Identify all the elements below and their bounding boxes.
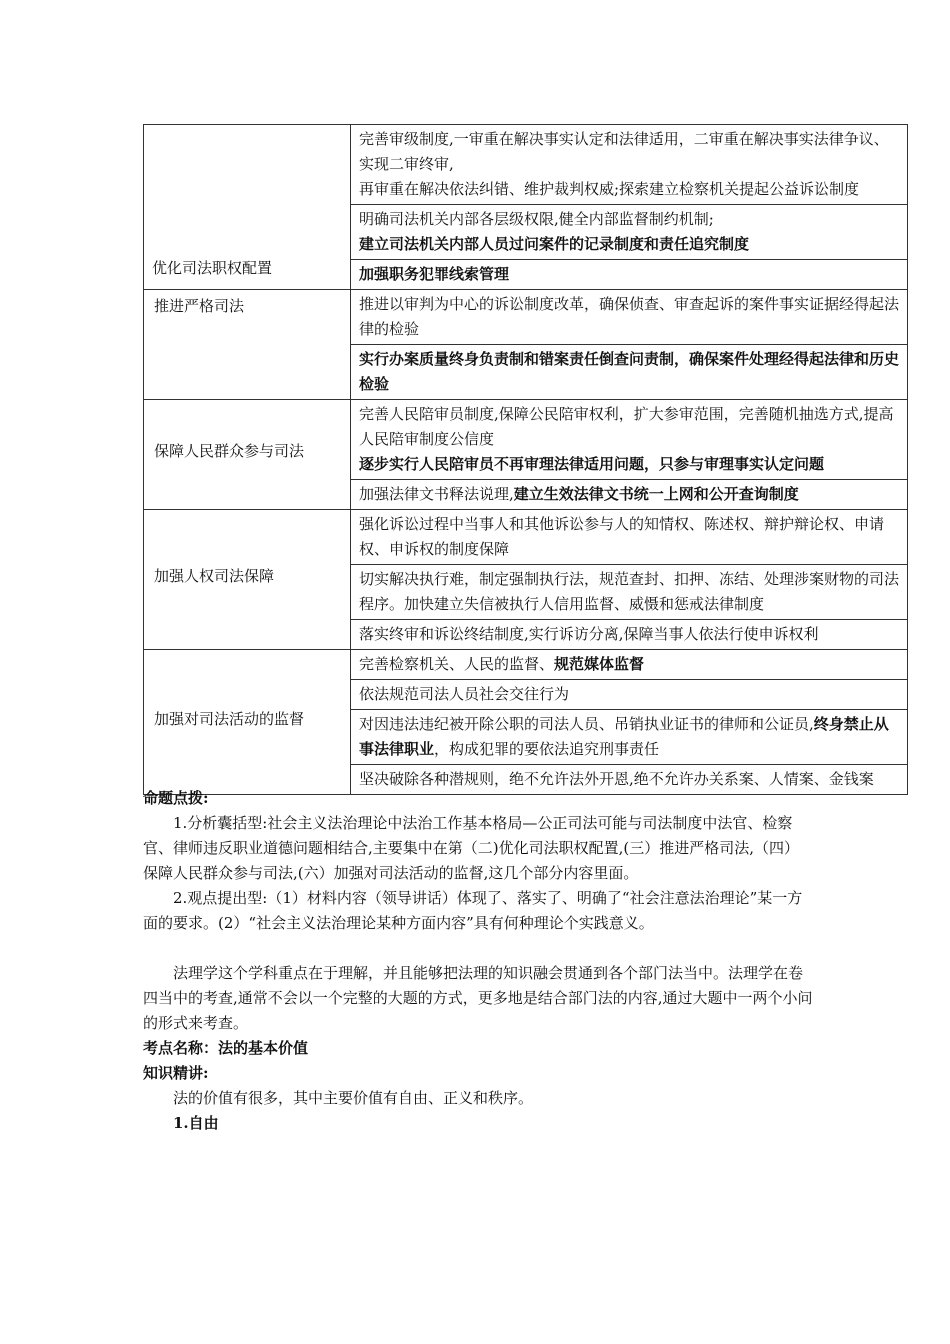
content-cell: [351, 680, 908, 710]
cell-text: 明确司法机关内部各层级权限,健全内部监督制约机制;: [359, 210, 714, 228]
content-cell: [351, 710, 908, 765]
content-cell: [351, 480, 908, 510]
table-row: [144, 650, 908, 680]
cell-text: 对因违法违纪被开除公职的司法人员、吊销执业证书的律师和公证员,: [359, 715, 814, 733]
table-row: [144, 290, 908, 345]
bold-text: 终身禁止从事法律职业: [359, 715, 889, 758]
cell-text: 完善审级制度,一审重在解决事实认定和法律适用，二审重在解决事实法律争议、实现二审终审,: [359, 130, 889, 173]
category-cell: 推进严格司法: [144, 290, 351, 400]
table-row: [144, 400, 908, 480]
content-cell: [351, 125, 908, 205]
cell-text: 完善人民陪审员制度,保障公民陪审权利，扩大参审范围，完善随机抽选方式,提高人民陪审制度公信度: [359, 405, 894, 448]
kp-title: 考点名称：法的基本价值: [143, 1039, 309, 1057]
cell-text: 强化诉讼过程中当事人和其他诉讼参与人的知情权、陈述权、辩护辩论权、申请权、申诉权的制度保障: [359, 515, 885, 558]
jurisprudence-paragraph: 法理学这个学科重点在于理解，并且能够把法理的知识融会贯通到各个部门法当中。法理学在卷四当中的考查,通常不会以一个完整的大题的方式，更多地是结合部门法的内容,通过大题中一两个小问的形式来考查。: [143, 964, 813, 1032]
content-cell: [351, 650, 908, 680]
cell-text: 再审重在解决依法纠错、维护裁判权威;探索建立检察机关提起公益诉讼制度: [359, 180, 860, 198]
kp-text: 法的价值有很多，其中主要价值有自由、正义和秩序。: [173, 1089, 534, 1107]
cell-text: 加强法律文书释法说理,: [359, 485, 514, 503]
content-cell: [351, 565, 908, 620]
category-cell: 优化司法职权配置: [144, 125, 351, 290]
judicial-reform-table: [143, 124, 908, 795]
notes-section: [143, 786, 813, 1136]
bold-text: 建立司法机关内部人员过问案件的记录制度和责任追究制度: [359, 235, 750, 253]
content-cell: [351, 290, 908, 345]
kp-heading: 知识精讲:: [143, 1064, 209, 1082]
bold-text: 规范媒体监督: [554, 655, 645, 673]
cell-text: 坚决破除各种潜规则，绝不允许法外开恩,绝不允许办关系案、人情案、金钱案: [359, 770, 874, 788]
bold-text: 建立生效法律文书统一上网和公开查询制度: [513, 485, 799, 503]
cell-text: 落实终审和诉讼终结制度,实行诉访分离,保障当事人依法行使申诉权利: [359, 625, 819, 643]
table-row: [144, 125, 908, 205]
cell-text: 依法规范司法人员社会交往行为: [359, 685, 570, 703]
content-cell: [351, 400, 908, 480]
content-cell: [351, 510, 908, 565]
category-cell: 加强对司法活动的监督: [144, 650, 351, 795]
bold-text: 逐步实行人民陪审员不再审理法律适用问题，只参与审理事实认定问题: [359, 455, 825, 473]
cell-text: 完善检察机关、人民的监督、: [359, 655, 555, 673]
cell-text: 推进以审判为中心的诉讼制度改革，确保侦查、审查起诉的案件事实证据经得起法律的检验: [359, 295, 900, 338]
bold-text: 实行办案质量终身负责制和错案责任倒查问责制，确保案件处理经得起法律和历史检验: [359, 350, 900, 393]
category-cell: 保障人民群众参与司法: [144, 400, 351, 510]
kp-item: 1.自由: [173, 1114, 219, 1132]
content-cell: [351, 260, 908, 290]
category-cell: 加强人权司法保障: [144, 510, 351, 650]
bold-text: 加强职务犯罪线索管理: [359, 265, 510, 283]
content-cell: [351, 345, 908, 400]
notes-point-2: 2.观点提出型:（1）材料内容（领导讲话）体现了、落实了、明确了“社会注意法治理论”某一方面的要求。(2）“社会主义法治理论某种方面内容”具有何种理论个实践意义。: [143, 889, 803, 932]
content-cell: [351, 620, 908, 650]
content-cell: [351, 205, 908, 260]
cell-text: 切实解决执行难，制定强制执行法，规范查封、扣押、冻结、处理涉案财物的司法程序。加快建立失信被执行人信用监督、威慑和惩戒法律制度: [359, 570, 900, 613]
notes-heading: 命题点拨:: [143, 789, 209, 807]
cell-text: ，构成犯罪的要依法追究刑事责任: [434, 740, 660, 758]
notes-point-1: 1.分析囊括型:社会主义法治理论中法治工作基本格局—公正司法可能与司法制度中法官、检察官、律师违反职业道德问题相结合,主要集中在第（二)优化司法职权配置,(三）推进严格司法,（四）保障人民群众参与司法,(六）加强对司法活动的监督,这几个部分内容里面。: [143, 814, 800, 882]
table-row: [144, 510, 908, 565]
